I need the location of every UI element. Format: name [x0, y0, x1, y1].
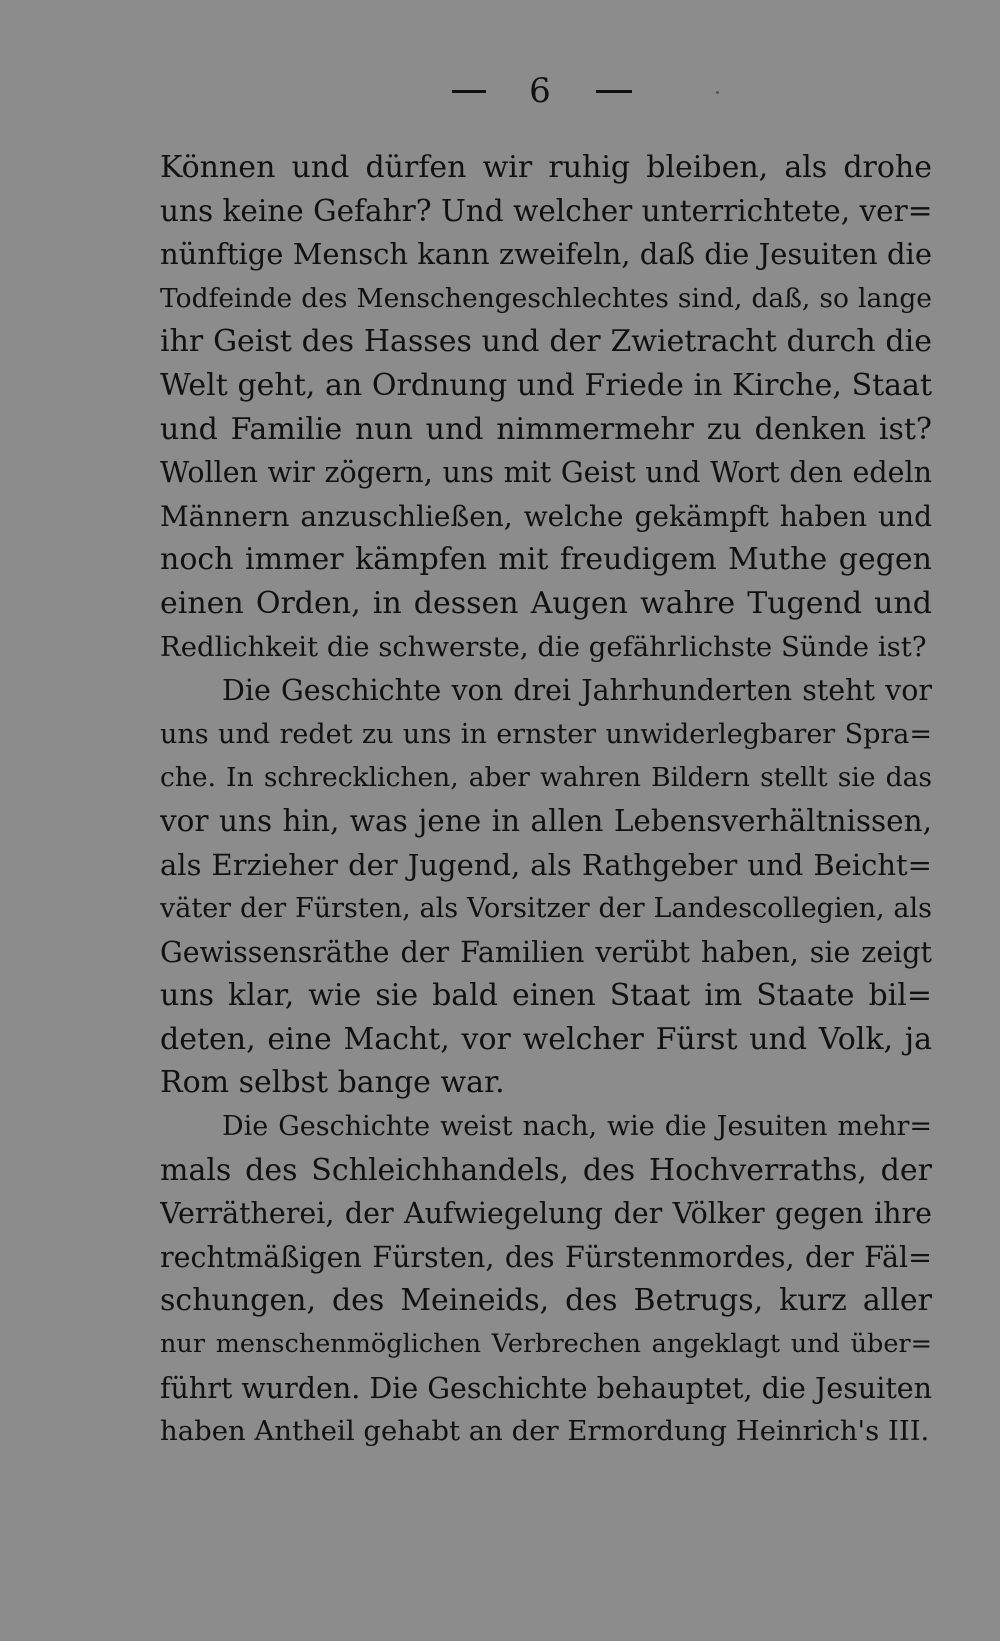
text-line: einen Orden, in dessen Augen wahre Tugend und	[160, 585, 932, 621]
paragraph	[160, 1105, 932, 1454]
text-line: Verrätherei, der Aufwiegelung der Völker gegen ihre	[160, 1197, 932, 1231]
text-line: deten, eine Macht, vor welcher Fürst und Volk, ja	[160, 1021, 932, 1057]
text-line: nur menschenmöglichen Verbrechen angeklagt und über=	[160, 1329, 932, 1360]
text-line: Die Geschichte von drei Jahrhunderten steht vor	[222, 674, 932, 708]
text-line: rechtmäßigen Fürsten, des Fürstenmordes, der Fäl=	[160, 1240, 932, 1274]
text-line: vor uns hin, was jene in allen Lebensverhältnissen,	[160, 803, 932, 838]
header-dash-left	[452, 90, 486, 93]
text-line: Redlichkeit die schwerste, die gefährlichste Sünde ist?	[160, 630, 927, 663]
text-line: haben Antheil gehabt an der Ermordung Heinrich's III.	[160, 1415, 930, 1448]
text-line: uns und redet zu uns in ernster unwiderlegbarer Spra=	[160, 718, 932, 750]
text-line: mals des Schleichhandels, des Hochverraths, der	[160, 1152, 932, 1188]
paper-speck	[716, 91, 719, 94]
text-line: ihr Geist des Hasses und der Zwietracht durch die	[160, 324, 932, 360]
text-line: che. In schrecklichen, aber wahren Bildern stellt sie das	[160, 762, 932, 794]
text-line: Welt geht, an Ordnung und Friede in Kirche, Staat	[160, 367, 932, 403]
text-line: uns klar, wie sie bald einen Staat im Staate bil=	[160, 978, 932, 1014]
text-line: Rom selbst bange war.	[160, 1065, 505, 1101]
text-line: als Erzieher der Jugend, als Rathgeber und Beicht=	[160, 847, 932, 882]
text-line: schungen, des Meineids, des Betrugs, kurz aller	[160, 1283, 932, 1319]
text-line: noch immer kämpfen mit freudigem Muthe gegen	[160, 542, 932, 578]
text-line: Todfeinde des Menschengeschlechtes sind, daß, so lange	[160, 282, 932, 314]
text-line: und Familie nun und nimmermehr zu denken ist?	[160, 411, 932, 447]
text-line: nünftige Mensch kann zweifeln, daß die Jesuiten die	[160, 237, 932, 272]
page-header	[0, 66, 1000, 116]
paragraph	[160, 146, 932, 669]
text-line: Wollen wir zögern, uns mit Geist und Wort den edeln	[160, 456, 932, 490]
text-line: Gewissensräthe der Familien verübt haben, sie zeigt	[160, 935, 932, 969]
text-line: väter der Fürsten, als Vorsitzer der Landescollegien, als	[160, 893, 932, 925]
page-number: 6	[529, 71, 551, 111]
text-line: Die Geschichte weist nach, wie die Jesuiten mehr=	[222, 1111, 932, 1143]
paragraph	[160, 669, 932, 1105]
text-line: Können und dürfen wir ruhig bleiben, als drohe	[160, 150, 932, 185]
text-line: uns keine Gefahr? Und welcher unterrichtete, ver=	[160, 193, 932, 228]
text-line: Männern anzuschließen, welche gekämpft haben und	[160, 499, 932, 533]
body-text	[160, 146, 932, 1454]
text-line: führt wurden. Die Geschichte behauptet, die Jesuiten	[160, 1371, 932, 1405]
header-dash-right	[596, 90, 632, 93]
